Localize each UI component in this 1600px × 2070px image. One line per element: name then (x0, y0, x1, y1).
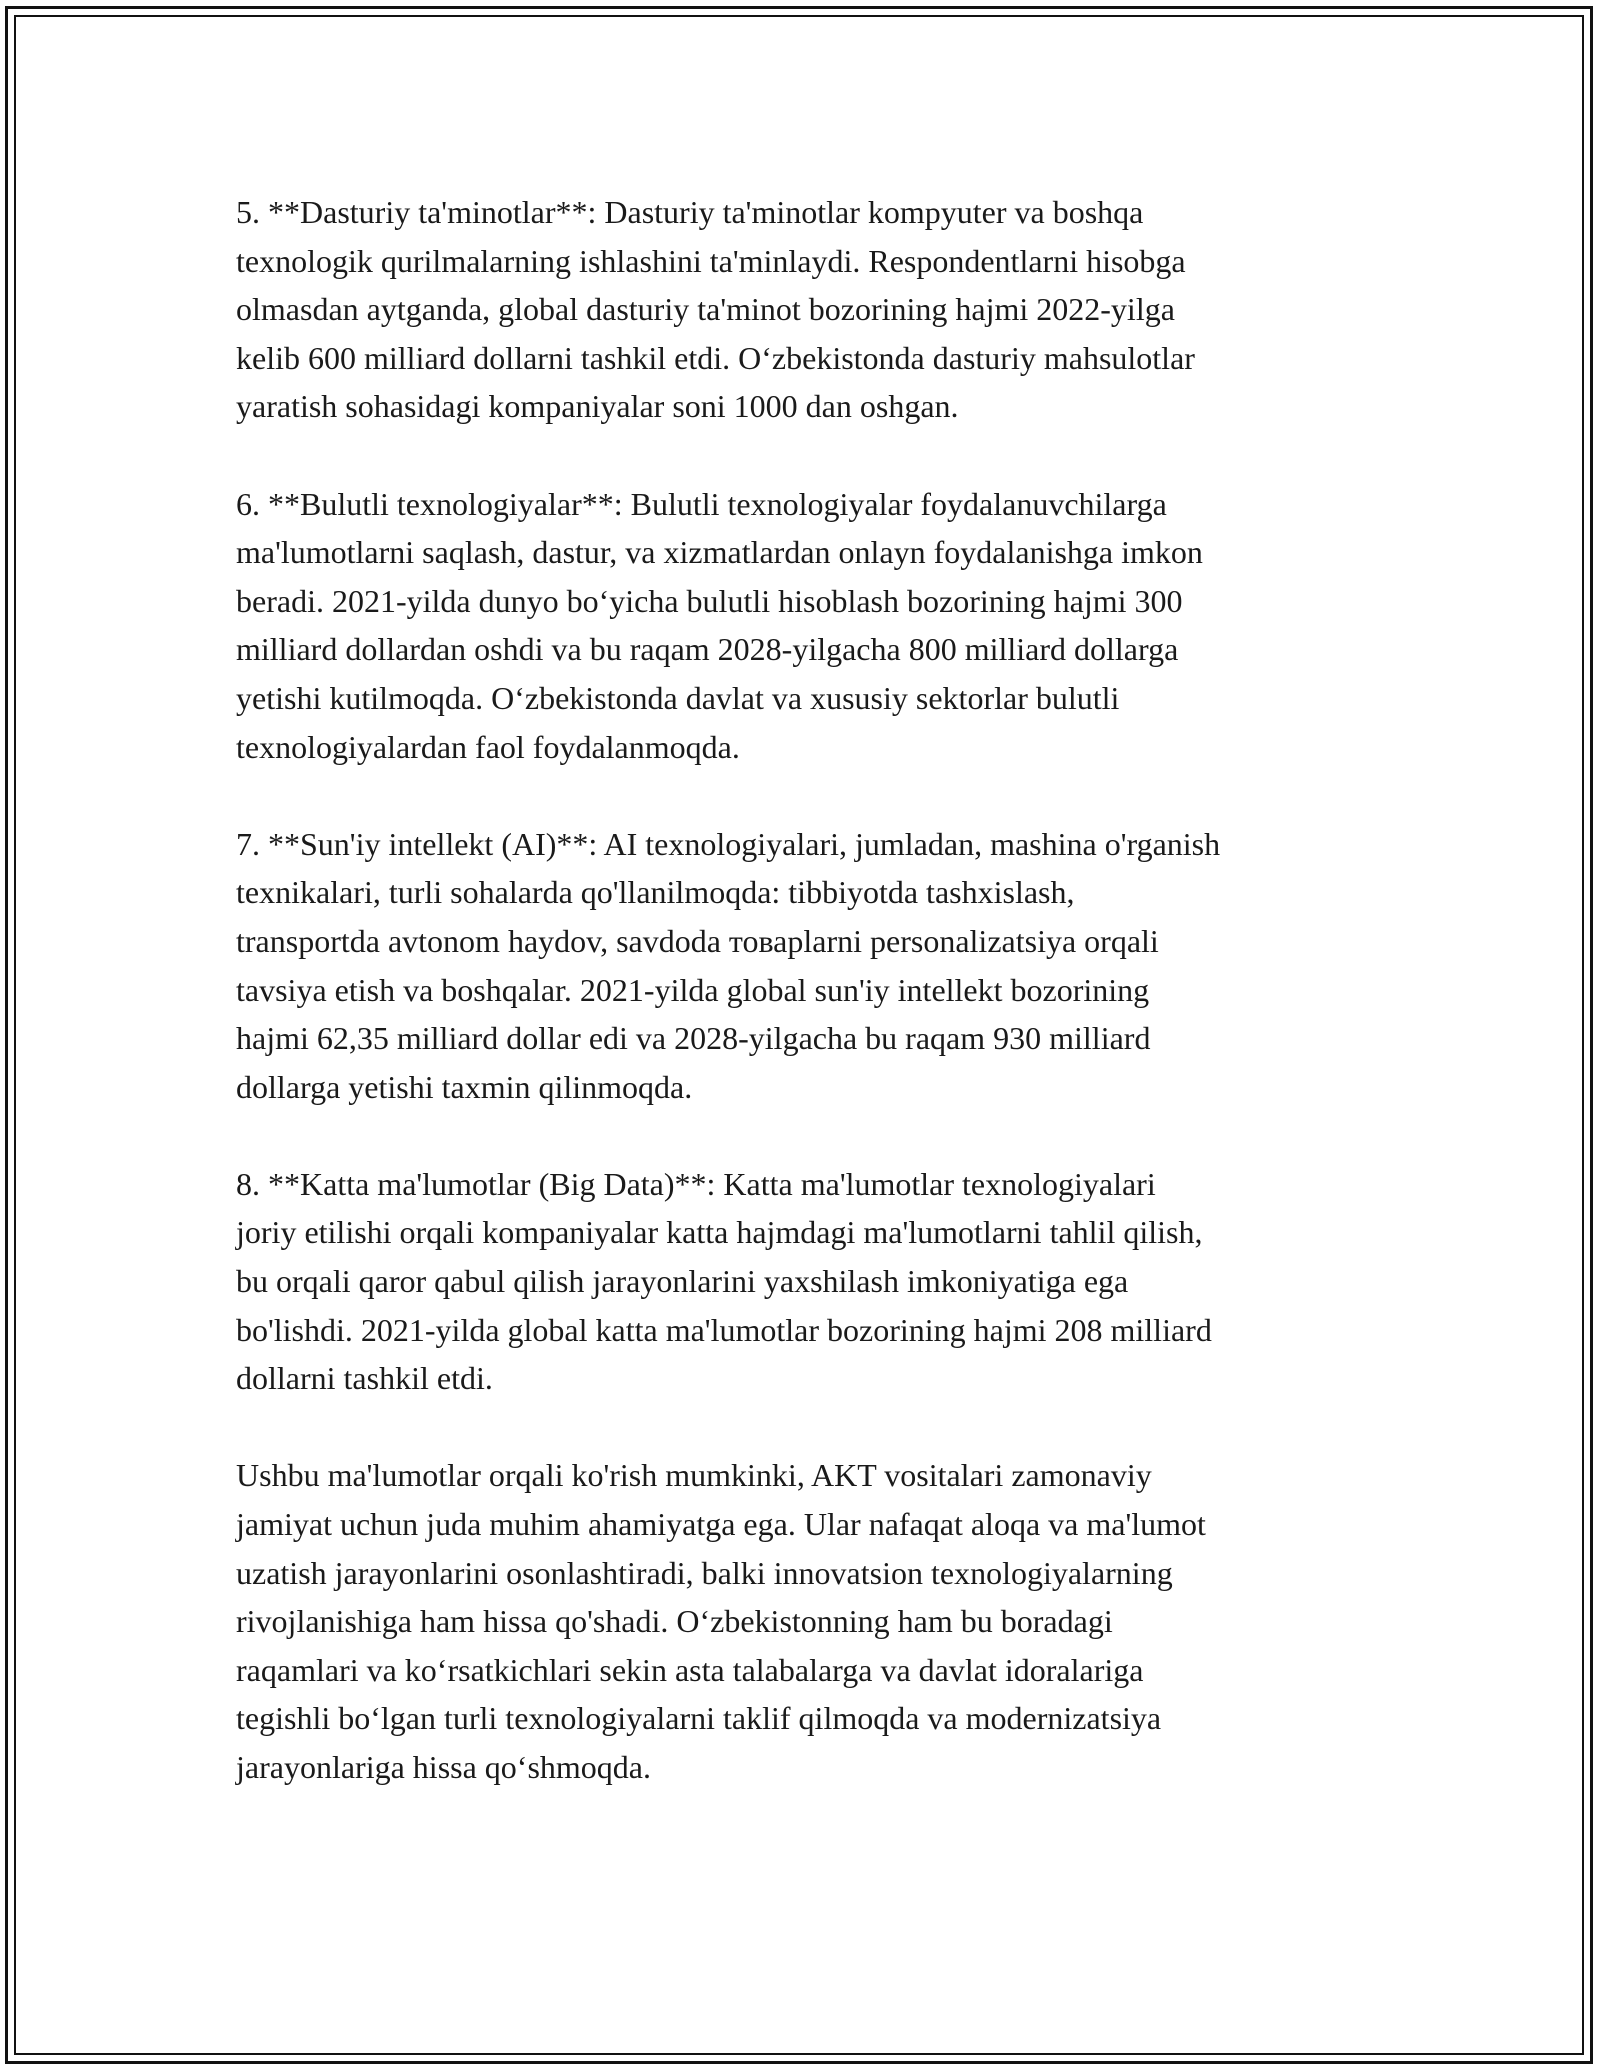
paragraph-artificial-intelligence: 7. **Sun'iy intellekt (AI)**: AI texnologiyalari, jumladan, mashina o'rganish texnikalari, turli sohalarda qo'llanilmoqda: tibbiyotda tashxislash, transportda avtonom haydov, savdoda товарlarni personalizatsiya orqali tavsiya etish va boshqalar. 2021-yilda global sun'iy intellekt bozorining hajmi 62,35 milliard dollar edi va 2028-yilgacha bu raqam 930 milliard dollarga yetishi taxmin qilinmoqda. (236, 825, 1221, 1105)
paragraph-cloud-technologies: 6. **Bulutli texnologiyalar**: Bulutli texnologiyalar foydalanuvchilarga ma'lumotlarni saqlash, dastur, va xizmatlardan onlayn foydalanishga imkon beradi. 2021-yilda dunyo bo‘yicha bulutli hisoblash bozorining hajmi 300 milliard dollardan oshdi va bu raqam 2028-yilgacha 800 milliard dollarga yetishi kutilmoqda. O‘zbekistonda davlat va xususiy sektorlar bulutli texnologiyalardan faol foydalanmoqda. (236, 485, 1203, 765)
paragraph-software: 5. **Dasturiy ta'minotlar**: Dasturiy ta'minotlar kompyuter va boshqa texnologik qurilmalarning ishlashini ta'minlaydi. Respondentlarni hisobga olmasdan aytganda, global dasturiy ta'minot bozorining hajmi 2022-yilga kelib 600 milliard dollarni tashkil etdi. O‘zbekistonda dasturiy mahsulotlar yaratish sohasidagi kompaniyalar soni 1000 dan oshgan. (236, 194, 1195, 425)
document-body (236, 188, 1416, 1792)
paragraph-big-data: 8. **Katta ma'lumotlar (Big Data)**: Katta ma'lumotlar texnologiyalari joriy etilishi orqali kompaniyalar katta hajmdagi ma'lumotlarni tahlil qilish, bu orqali qaror qabul qilish jarayonlarini yaxshilash imkoniyatiga ega bo'lishdi. 2021-yilda global katta ma'lumotlar bozorining hajmi 208 milliard dollarni tashkil etdi. (236, 1165, 1212, 1397)
paragraph-conclusion: Ushbu ma'lumotlar orqali ko'rish mumkinki, AKT vositalari zamonaviy jamiyat uchun juda muhim ahamiyatga ega. Ular nafaqat aloqa va ma'lumot uzatish jarayonlarini osonlashtiradi, balki innovatsion texnologiyalarning rivojlanishiga ham hissa qo'shadi. O‘zbekistonning ham bu boradagi raqamlari va ko‘rsatkichlari sekin asta talabalarga va davlat idoralariga tegishli bo‘lgan turli texnologiyalarni taklif qilmoqda va modernizatsiya jarayonlariga hissa qo‘shmoqda. (236, 1457, 1206, 1785)
